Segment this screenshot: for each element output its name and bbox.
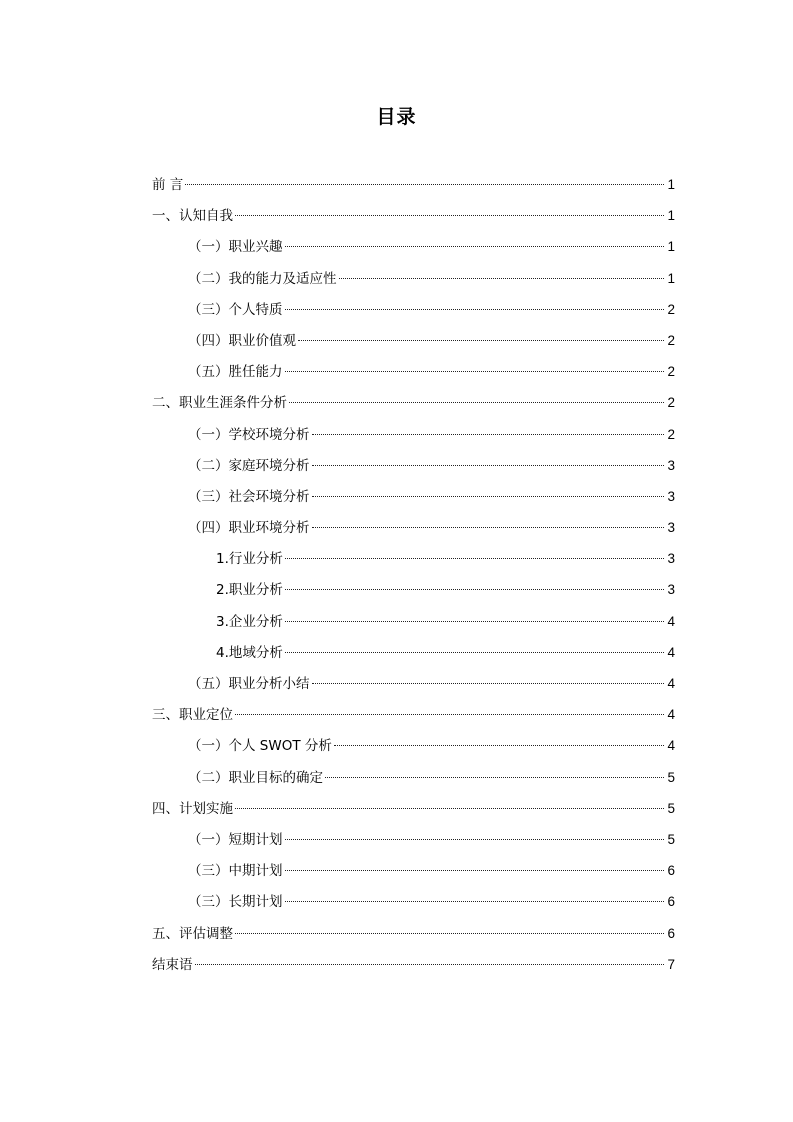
toc-entry-label: （三）社会环境分析 (188, 488, 310, 505)
toc-entry[interactable] (152, 300, 675, 331)
toc-dot-leader (285, 901, 665, 902)
toc-entry-page-number: 3 (667, 582, 675, 598)
toc-entry[interactable] (152, 892, 675, 923)
toc-entry-label: （一）职业兴趣 (188, 239, 283, 256)
toc-entry[interactable] (152, 799, 675, 830)
toc-entry-label: 结束语 (152, 956, 193, 973)
toc-entry[interactable] (152, 830, 675, 861)
toc-entry-page-number: 1 (667, 239, 675, 255)
toc-entry-page-number: 6 (667, 863, 675, 879)
toc-entry[interactable] (152, 237, 675, 268)
toc-dot-leader (285, 621, 664, 622)
toc-entry-page-number: 3 (667, 457, 675, 473)
toc-entry[interactable] (152, 487, 675, 518)
toc-dot-leader (235, 933, 664, 934)
toc-entry-label: 2.职业分析 (216, 582, 283, 599)
toc-entry-page-number: 4 (667, 707, 675, 723)
toc-entry[interactable] (152, 736, 675, 767)
toc-entry[interactable] (152, 549, 675, 580)
toc-entry[interactable] (152, 425, 675, 456)
toc-entry-page-number: 5 (667, 769, 675, 785)
toc-entry-label: （一）个人 SWOT 分析 (188, 738, 332, 755)
toc-entry[interactable] (152, 674, 675, 705)
toc-entry-page-number: 3 (667, 488, 675, 504)
toc-dot-leader (285, 839, 665, 840)
toc-dot-leader (285, 309, 665, 310)
toc-entry-label: 四、计划实施 (152, 800, 233, 817)
toc-entry-label: （一）学校环境分析 (188, 426, 310, 443)
toc-entry[interactable] (152, 362, 675, 393)
toc-entry[interactable] (152, 705, 675, 736)
toc-dot-leader (195, 964, 665, 965)
toc-entry-label: （五）胜任能力 (188, 364, 283, 381)
toc-entry-label: （三）长期计划 (188, 894, 283, 911)
toc-entry-page-number: 4 (667, 676, 675, 691)
toc-entry-page-number: 2 (667, 395, 675, 411)
toc-entry-page-number: 3 (667, 551, 675, 567)
toc-entry[interactable] (152, 331, 675, 362)
toc-entry-label: （二）我的能力及适应性 (188, 270, 337, 287)
table-of-contents (152, 175, 675, 986)
toc-entry-page-number: 5 (667, 831, 675, 847)
toc-entry-page-number: 4 (667, 738, 675, 754)
toc-entry[interactable] (152, 768, 675, 799)
toc-dot-leader (312, 434, 665, 435)
toc-dot-leader (285, 371, 665, 372)
toc-entry[interactable] (152, 393, 675, 424)
toc-entry-page-number: 4 (667, 613, 675, 629)
toc-entry-page-number: 6 (667, 894, 675, 910)
toc-entry[interactable] (152, 955, 675, 986)
toc-entry[interactable] (152, 518, 675, 549)
toc-entry-label: 五、评估调整 (152, 925, 233, 942)
toc-dot-leader (235, 215, 664, 216)
toc-entry-label: （三）中期计划 (188, 863, 283, 880)
toc-entry-label: 三、职业定位 (152, 707, 233, 724)
toc-dot-leader (325, 777, 664, 778)
toc-entry-label: （一）短期计划 (188, 831, 283, 848)
toc-dot-leader (312, 465, 665, 466)
toc-entry-label: （四）职业环境分析 (188, 520, 310, 537)
toc-entry-label: 4.地域分析 (216, 644, 283, 661)
toc-entry[interactable] (152, 643, 675, 674)
toc-entry[interactable] (152, 269, 675, 300)
toc-dot-leader (235, 714, 664, 715)
toc-entry-label: 1.行业分析 (216, 551, 283, 568)
toc-entry-page-number: 2 (667, 364, 675, 380)
toc-entry-page-number: 6 (667, 925, 675, 941)
toc-entry-label: （二）职业目标的确定 (188, 769, 323, 786)
toc-entry-page-number: 1 (667, 270, 675, 286)
toc-entry-label: 前 言 (152, 177, 184, 193)
page-title: 目录 (376, 106, 417, 128)
toc-entry[interactable] (152, 456, 675, 487)
toc-entry-page-number: 1 (667, 208, 675, 224)
toc-dot-leader (285, 870, 665, 871)
toc-entry-page-number: 7 (667, 956, 675, 972)
toc-entry[interactable] (152, 924, 675, 955)
toc-dot-leader (312, 496, 665, 497)
toc-entry-page-number: 2 (667, 426, 675, 442)
toc-dot-leader (285, 652, 664, 653)
toc-dot-leader (334, 745, 664, 746)
toc-entry[interactable] (152, 206, 675, 237)
toc-entry[interactable] (152, 175, 675, 206)
toc-dot-leader (312, 683, 665, 684)
toc-dot-leader (285, 246, 665, 247)
toc-entry-label: （四）职业价值观 (188, 332, 296, 349)
toc-dot-leader (285, 558, 664, 559)
toc-entry-label: 二、职业生涯条件分析 (152, 395, 287, 412)
toc-entry[interactable] (152, 580, 675, 611)
toc-entry-page-number: 3 (667, 520, 675, 536)
toc-entry-page-number: 4 (667, 644, 675, 660)
toc-dot-leader (185, 184, 664, 185)
toc-entry-label: （三）个人特质 (188, 301, 283, 318)
toc-dot-leader (235, 808, 664, 809)
toc-dot-leader (312, 527, 665, 528)
toc-entry-page-number: 2 (667, 332, 675, 348)
toc-entry-page-number: 1 (667, 177, 675, 192)
toc-entry[interactable] (152, 612, 675, 643)
toc-entry-label: 3.企业分析 (216, 613, 283, 630)
toc-dot-leader (298, 340, 664, 341)
toc-dot-leader (289, 402, 664, 403)
toc-entry-label: （五）职业分析小结 (188, 676, 310, 692)
toc-dot-leader (285, 589, 664, 590)
toc-entry-page-number: 2 (667, 301, 675, 317)
toc-entry[interactable] (152, 861, 675, 892)
toc-dot-leader (339, 278, 665, 279)
toc-entry-label: 一、认知自我 (152, 208, 233, 225)
toc-entry-page-number: 5 (667, 800, 675, 816)
toc-entry-label: （二）家庭环境分析 (188, 457, 310, 474)
